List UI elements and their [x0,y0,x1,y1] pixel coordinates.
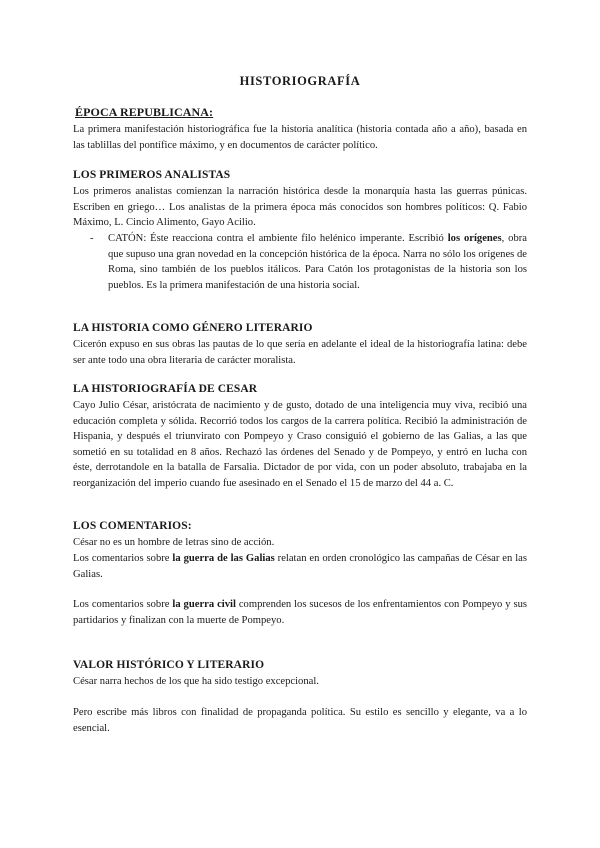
document-title: HISTORIOGRAFÍA [239,74,361,88]
galias-text: Los comentarios sobre [73,553,173,564]
bullet-caton-text: CATÓN: Éste reacciona contra el ambiente filo helénico imperante. Escribió [108,233,448,244]
bullet-caton-bold: los orígenes [447,233,502,244]
bullet-caton-text-post: , obra que supuso una gran novedad en la concepción histórica de la época. Narra no sólo los orígenes de Roma, sino también de los pueblos itálicos. Para Catón los protagonistas de la historia son los pueblos. Es la primera manifestación de una historia social. [108,233,527,291]
heading-epoca-republicana: ÉPOCA REPUBLICANA: [75,105,214,119]
heading-historiografia-cesar: LA HISTORIOGRAFÍA DE CESAR [73,383,258,395]
civil-bold: la guerra civil [172,599,236,610]
civil-text-post: comprenden los sucesos de los enfrentamientos con Pompeyo y sus partidarios y finalizan con la muerte de Pompeyo. [73,599,527,626]
heading-comentarios: LOS COMENTARIOS: [73,520,192,532]
bullet-marker: - [90,233,94,244]
galias-bold: la guerra de las Galias [172,553,275,564]
paragraph-comentarios-civil [73,597,527,628]
paragraph-comentarios-galias [73,551,527,582]
heading-valor: VALOR HISTÓRICO Y LITERARIO [73,659,265,671]
paragraph-cesar: Cayo Julio César, aristócrata de nacimiento y de gusto, dotado de una inteligencia muy viva, recibió una educación completa y sólida. Recorrió todos los cargos de la carrera política. Recibió la administración de Hispania, y después el triunvirato con Pompeyo y Craso consiguió el gobierno de las Galias, a las que sometió en su totalidad en 8 años. Rechazó las órdenes del Senado y de Pompeyo, y entró en lucha con éste, derrotandole en la batalla de Farsalia. Dictador de por vida, con un poder absoluto, trabajaba en la reorganización del imperio cuando fue asesinado en el Senado el 15 de marzo del 44 a. C. [73,400,527,489]
heading-primeros-analistas: LOS PRIMEROS ANALISTAS [73,169,231,181]
paragraph-analistas: Los primeros analistas comienzan la narración histórica desde la monarquía hasta las guerras púnicas. Escriben en griego… Los analistas de la primera época más conocidos son hombres políticos: Q. Fabio Máximo, L. Cincio Alimento, Gayo Acilio. [73,186,527,229]
heading-historia-genero: LA HISTORIA COMO GÉNERO LITERARIO [73,322,313,334]
paragraph-valor-2: Pero escribe más libros con finalidad de propaganda política. Su estilo es sencillo y elegante, va a lo esencial. [73,707,527,734]
civil-text: Los comentarios sobre [73,599,173,610]
paragraph-genero: Cicerón expuso en sus obras las pautas de lo que sería en adelante el ideal de la historiografía latina: debe ser ante todo una obra literaria de carácter moralista. [73,339,527,366]
paragraph-comentarios-intro: César no es un hombre de letras sino de acción. [73,537,275,548]
paragraph-republicana: La primera manifestación historiográfica fue la historia analítica (historia contada año a año), basada en las tablillas del pontífice máximo, y en documentos de carácter político. [73,124,527,151]
bullet-caton [108,231,527,293]
paragraph-valor-1: César narra hechos de los que ha sido testigo excepcional. [73,676,319,687]
galias-text-post: relatan en orden cronológico las campañas de César en las Galias. [73,553,527,580]
